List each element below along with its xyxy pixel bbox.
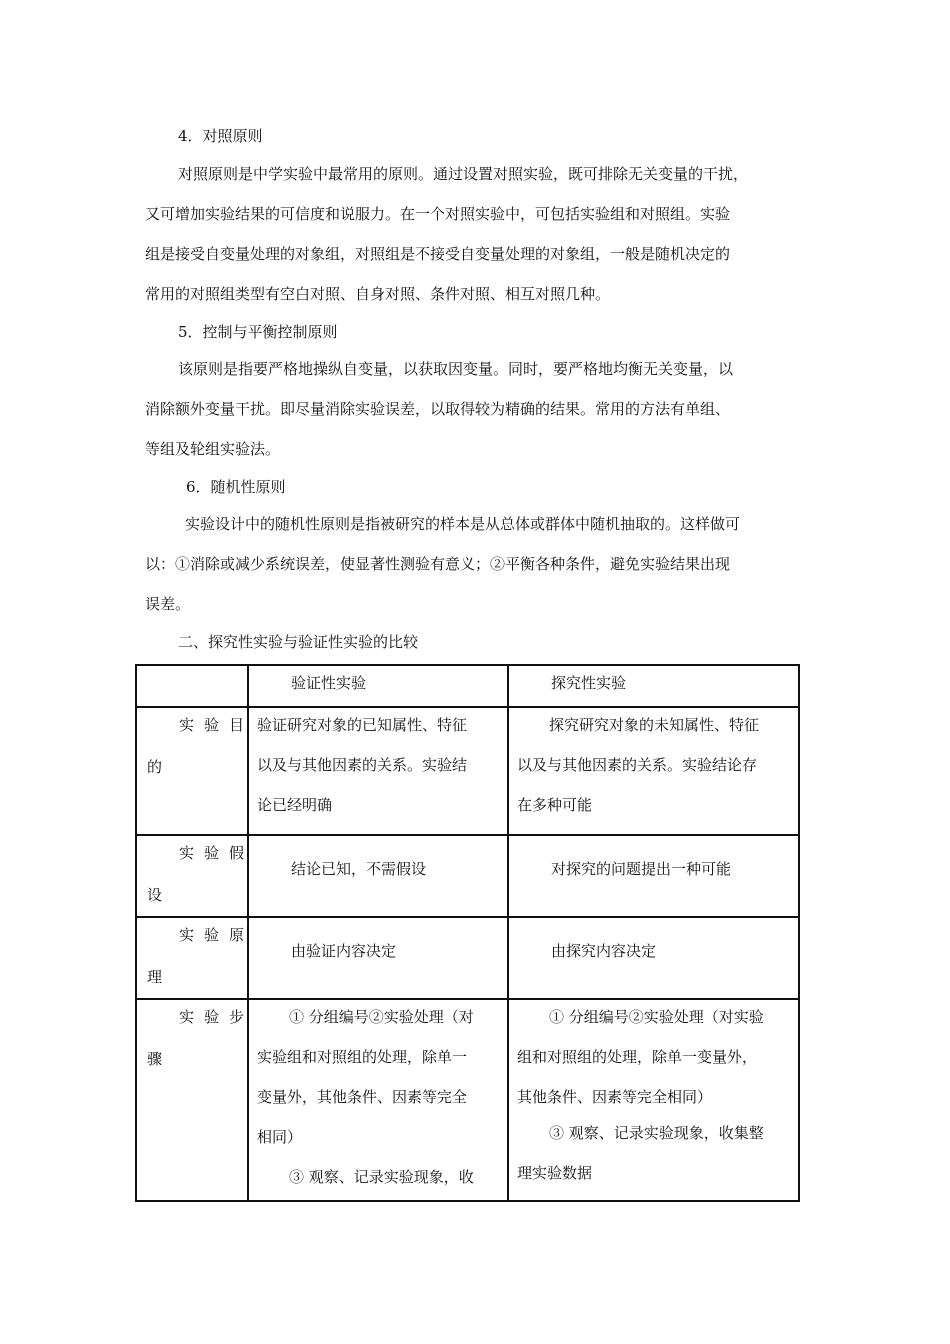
header-verify: 验证性实验 xyxy=(248,665,508,707)
row-label-principle: 实验原 理 xyxy=(136,917,248,999)
section-4-heading: 4．对照原则 xyxy=(178,127,263,145)
row-label-purpose: 实验目 的 xyxy=(136,707,248,835)
table-row-principle xyxy=(136,917,799,999)
row-label-steps: 实验步 骤 xyxy=(136,999,248,1201)
steps-explore-cell: ① 分组编号②实验处理（对实验 组和对照组的处理，除单一变量外， 其他条件、因素等完全相同） ③ 观察、记录实验现象，收集整 理实验数据 xyxy=(508,999,799,1201)
section-4-line-2: 又可增加实验结果的可信度和说服力。在一个对照实验中，可包括实验组和对照组。实验 xyxy=(145,205,731,223)
section-5-heading: 5．控制与平衡控制原则 xyxy=(178,323,338,341)
table-header-row xyxy=(136,665,799,707)
section-6-body xyxy=(145,514,815,634)
section-5-line-2: 消除额外变量干扰。即尽量消除实验误差，以取得较为精确的结果。常用的方法有单组、 xyxy=(145,400,731,418)
section-5-line-3: 等组及轮组实验法。 xyxy=(145,440,281,458)
section-4-line-3: 组是接受自变量处理的对象组，对照组是不接受自变量处理的对象组，一般是随机决定的 xyxy=(145,245,731,263)
section-6-line-3: 误差。 xyxy=(145,595,191,613)
principle-verify-cell: 由验证内容决定 xyxy=(248,917,508,999)
table-row-purpose xyxy=(136,707,799,835)
table-row-hypothesis xyxy=(136,835,799,917)
section-5-body xyxy=(145,359,815,479)
header-empty-cell xyxy=(136,665,248,707)
purpose-verify-cell: 验证研究对象的已知属性、特征 以及与其他因素的关系。实验结 论已经明确 xyxy=(248,707,508,835)
principle-explore-cell: 由探究内容决定 xyxy=(508,917,799,999)
section-4-line-4: 常用的对照组类型有空白对照、自身对照、条件对照、相互对照几种。 xyxy=(145,285,611,303)
comparison-table xyxy=(135,664,800,1202)
hypothesis-explore-cell: 对探究的问题提出一种可能 xyxy=(508,835,799,917)
purpose-explore-cell: 探究研究对象的未知属性、特征 以及与其他因素的关系。实验结论存 在多种可能 xyxy=(508,707,799,835)
section-4-line-1: 对照原则是中学实验中最常用的原则。通过设置对照实验，既可排除无关变量的干扰， xyxy=(178,165,749,183)
table-row-steps xyxy=(136,999,799,1201)
section-6-line-1: 实验设计中的随机性原则是指被研究的样本是从总体或群体中随机抽取的。这样做可 xyxy=(185,515,741,533)
section-6-line-2: 以：①消除或减少系统误差，使显著性测验有意义；②平衡各种条件，避免实验结果出现 xyxy=(145,555,731,573)
comparison-heading: 二、探究性实验与验证性实验的比较 xyxy=(178,633,419,651)
section-4-body xyxy=(145,164,815,324)
row-label-hypothesis: 实验假 设 xyxy=(136,835,248,917)
steps-verify-cell: ① 分组编号②实验处理（对 实验组和对照组的处理，除单一 变量外，其他条件、因素等完全 相同） ③ 观察、记录实验现象，收 xyxy=(248,999,508,1201)
section-6-heading: 6．随机性原则 xyxy=(186,478,286,496)
header-explore: 探究性实验 xyxy=(508,665,799,707)
hypothesis-verify-cell: 结论已知，不需假设 xyxy=(248,835,508,917)
section-5-line-1: 该原则是指要严格地操纵自变量，以获取因变量。同时，要严格地均衡无关变量，以 xyxy=(178,360,734,378)
